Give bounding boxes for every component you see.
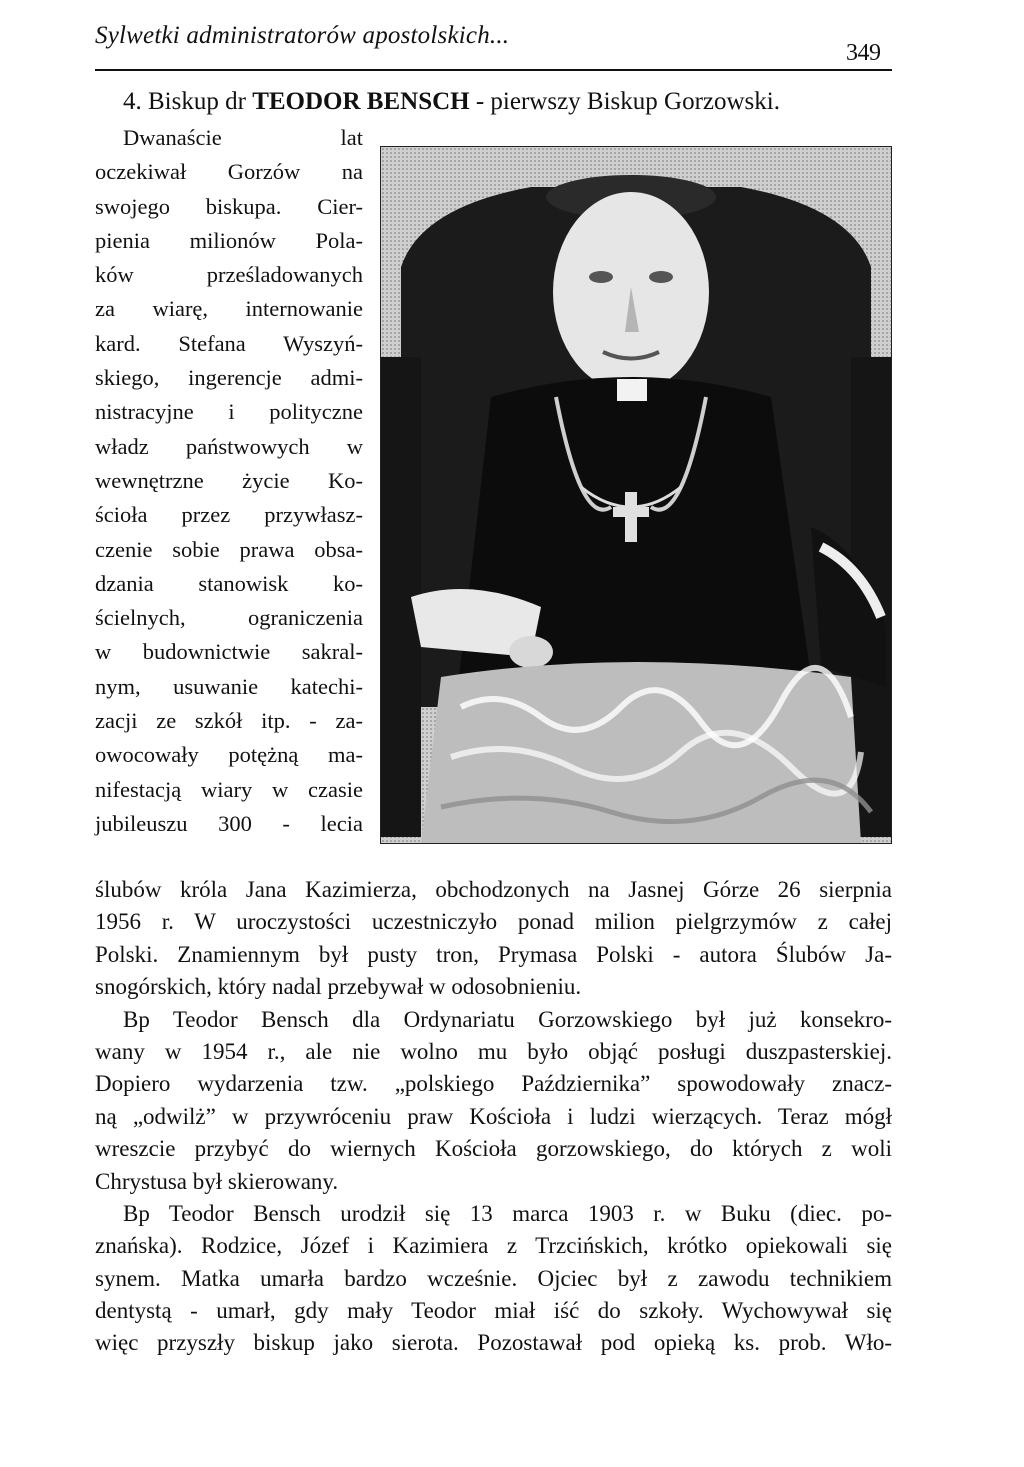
side-line: pienia milionów Pola- [95, 227, 363, 253]
side-line: kard. Stefana Wyszyń- [95, 330, 363, 356]
side-line: skiego, ingerencje admi- [95, 365, 363, 391]
body-line: Bp Teodor Bensch dla Ordynariatu Gorzowskiego był już konsekro- [123, 1006, 892, 1032]
side-line: swojego biskupa. Cier- [95, 193, 363, 219]
body-line: ślubów króla Jana Kazimierza, obchodzonych na Jasnej Górze 26 sierpnia [95, 877, 892, 902]
heading-suffix: - pierwszy Biskup Gorzowski. [469, 88, 780, 115]
header-rule [95, 69, 892, 71]
body-line: wreszcie przybyć do wiernych Kościoła gorzowskiego, do których z woli [95, 1136, 892, 1162]
side-line: w budownictwie sakral- [95, 639, 363, 665]
side-line: czenie sobie prawa obsa- [95, 536, 363, 562]
bishop-portrait-photo [380, 146, 892, 844]
body-line: dentystą - umarł, gdy mały Teodor miał iść do szkoły. Wychowywał się [95, 1298, 892, 1324]
body-line: Bp Teodor Bensch urodził się 13 marca 1903 r. w Buku (diec. po- [123, 1200, 892, 1226]
side-line: jubileuszu 300 - lecia [95, 810, 363, 836]
heading-name: TEODOR BENSCH [252, 88, 470, 115]
running-head: Sylwetki administratorów apostolskich... [95, 22, 510, 49]
body-line: 1956 r. W uroczystości uczestniczyło ponad milion pielgrzymów z całej [95, 909, 892, 935]
section-heading [123, 85, 903, 119]
side-line: owocowały potężną ma- [95, 742, 363, 768]
side-line: nifestacją wiary w czasie [95, 776, 363, 802]
body-text [95, 874, 892, 1360]
body-line: znańska). Rodzice, Józef i Kazimiera z Trzcińskich, krótko opiekowali się [95, 1233, 892, 1259]
body-line: snogórskich, który nadal przebywał w odosobnieniu. [95, 974, 582, 1000]
side-line: nistracyjne i polityczne [95, 399, 363, 425]
side-line: oczekiwał Gorzów na [95, 159, 363, 185]
page-number: 349 [846, 40, 881, 66]
body-line: synem. Matka umarła bardzo wcześnie. Ojciec był z zawodu technikiem [95, 1265, 892, 1291]
side-line: nym, usuwanie katechi- [95, 673, 363, 699]
side-line: zacji ze szkół itp. - za- [95, 708, 363, 734]
body-line: Polski. Znamiennym był pusty tron, Prymasa Polski - autora Ślubów Ja- [95, 941, 892, 967]
heading-prefix: 4. Biskup dr [123, 88, 253, 115]
body-line: ną „odwilż” w przywróceniu praw Kościoła i ludzi wierzących. Teraz mógł [95, 1103, 892, 1129]
side-line: dzania stanowisk ko- [95, 570, 363, 596]
side-line: ścielnych, ograniczenia [95, 605, 363, 631]
side-line: za wiarę, internowanie [95, 296, 363, 322]
side-line: ścioła przez przywłasz- [95, 502, 363, 528]
side-column-text [95, 121, 363, 841]
side-line: Dwanaście lat [123, 125, 363, 150]
body-line: wany w 1954 r., ale nie wolno mu było objąć posługi duszpasterskiej. [95, 1038, 892, 1064]
side-line: ków prześladowanych [95, 262, 363, 288]
side-line: wewnętrzne życie Ko- [95, 467, 363, 493]
body-line: więc przyszły biskup jako sierota. Pozostawał pod opieką ks. prob. Wło- [95, 1330, 892, 1356]
body-line: Chrystusa był skierowany. [95, 1168, 339, 1194]
portrait-illustration [381, 147, 891, 843]
body-line: Dopiero wydarzenia tzw. „polskiego Października” spowodowały znacz- [95, 1071, 892, 1097]
side-line: władz państwowych w [95, 433, 363, 459]
